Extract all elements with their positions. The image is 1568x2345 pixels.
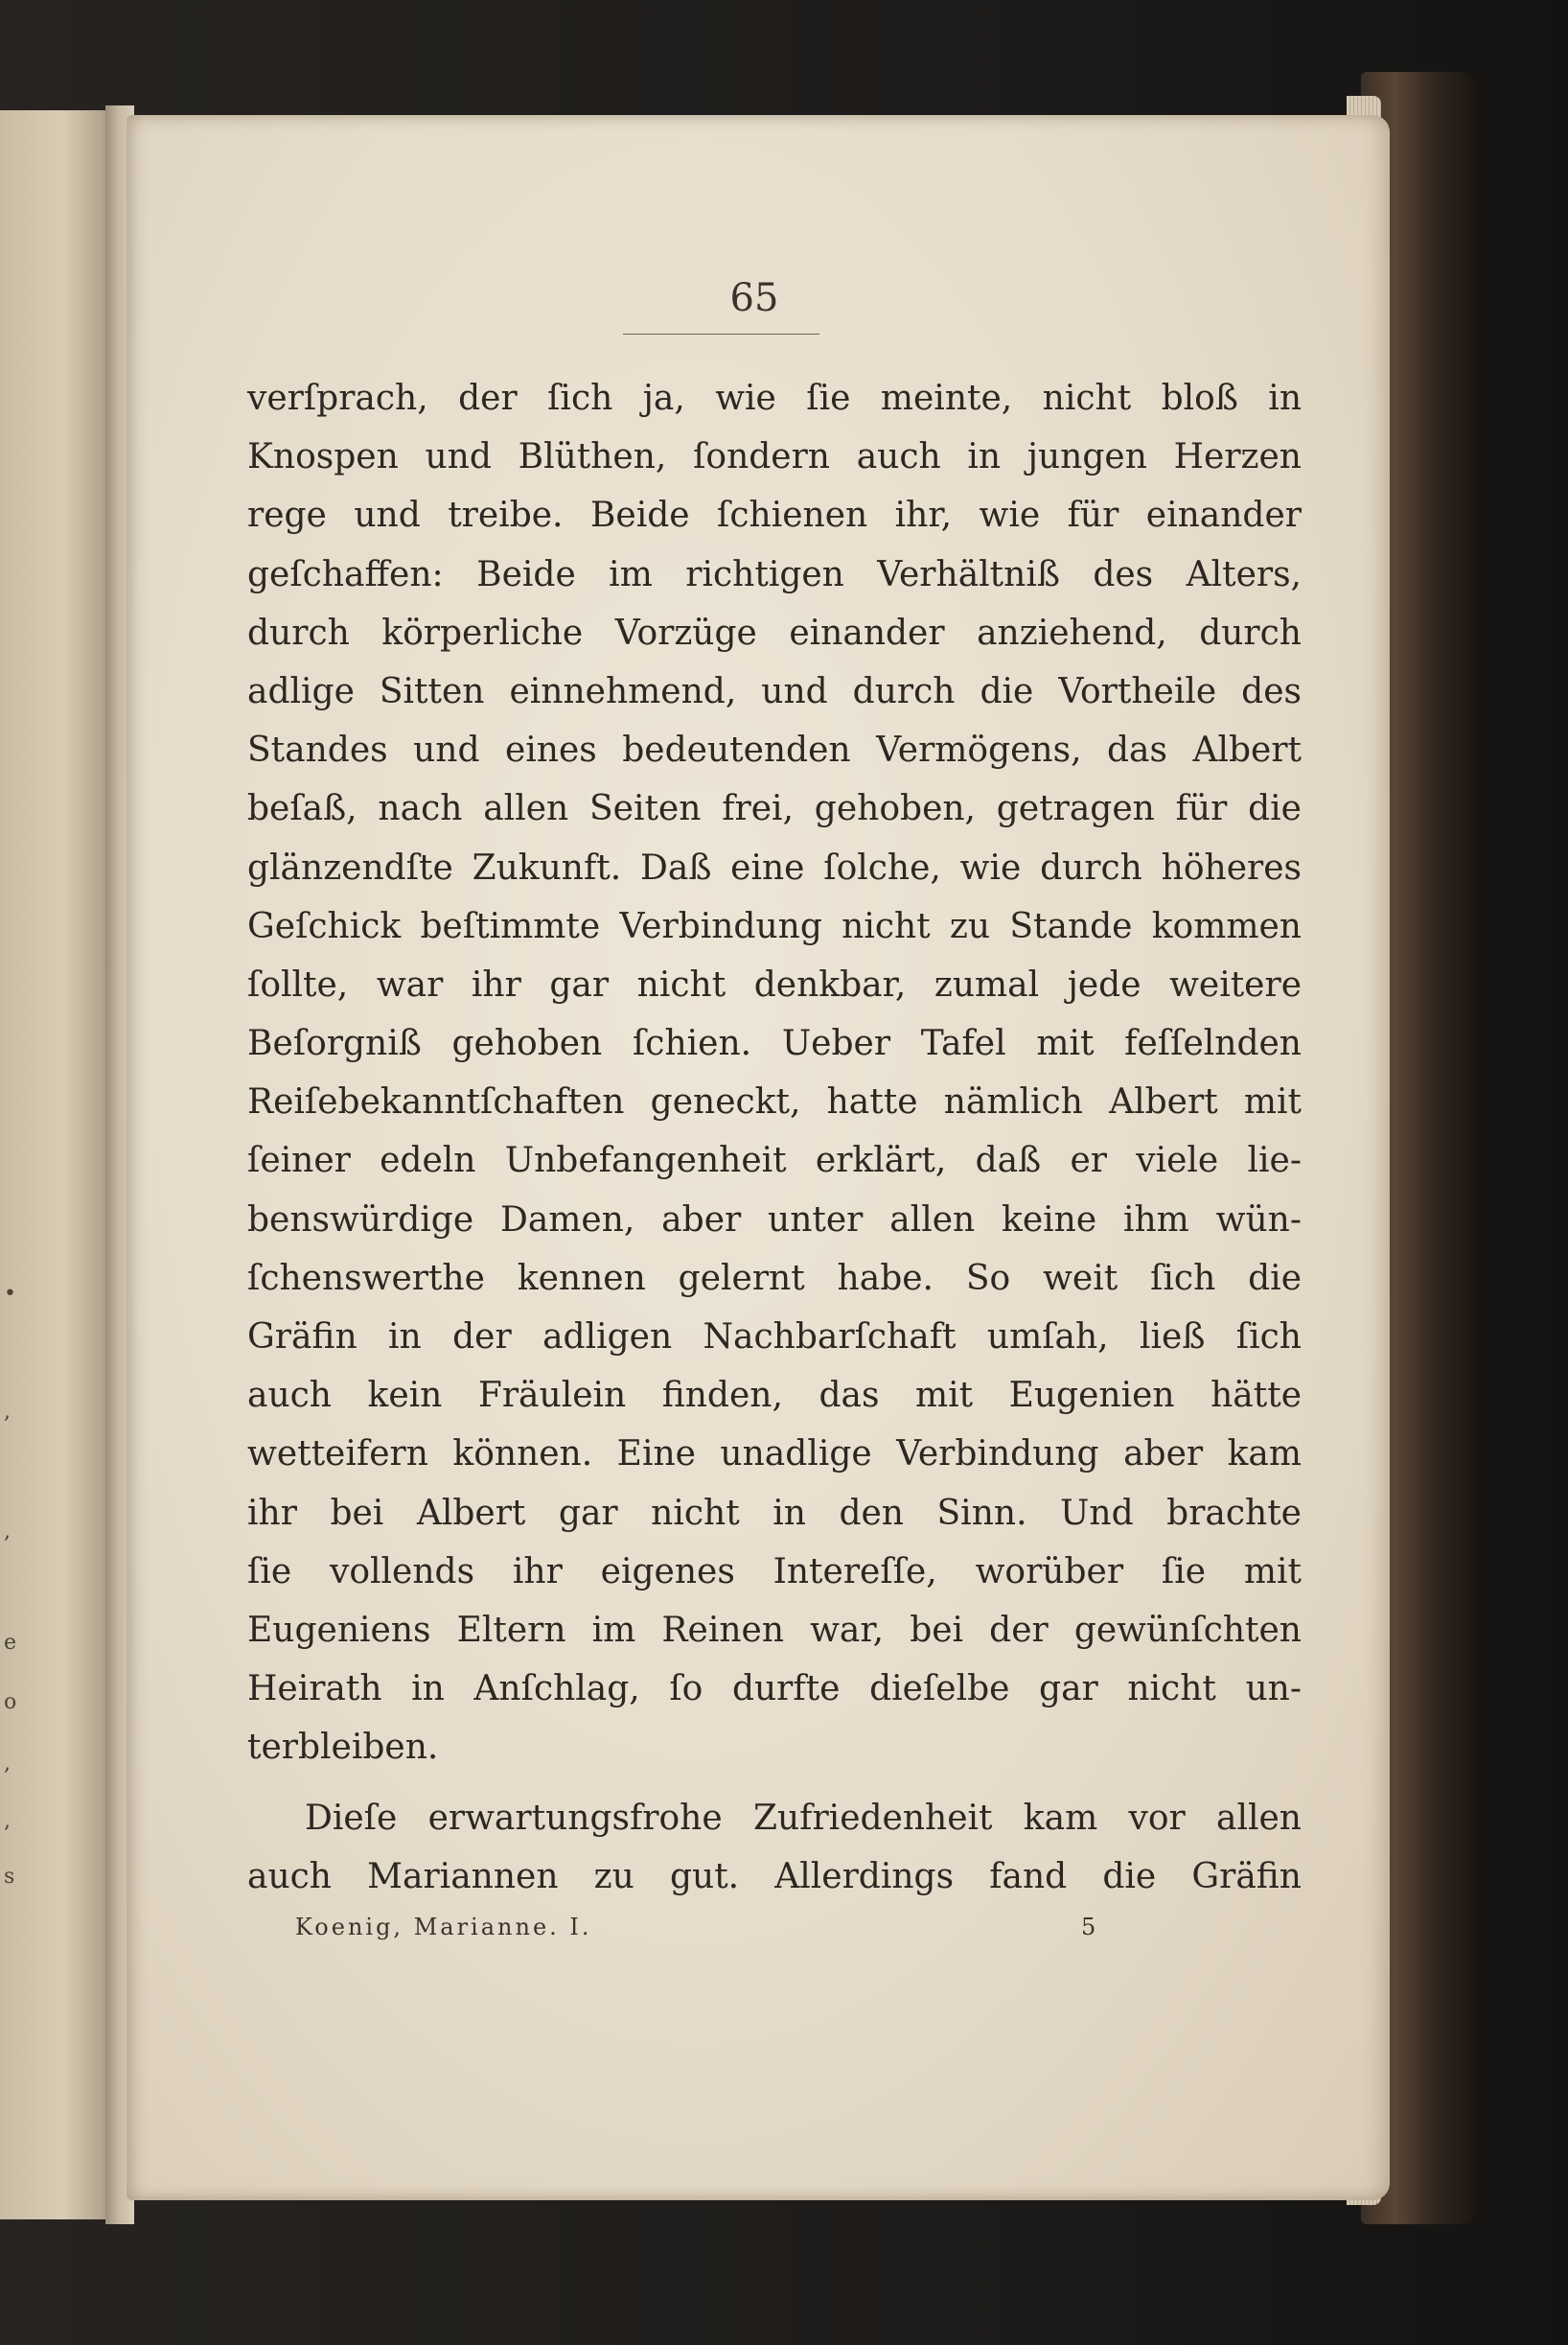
text-line: Knospen und Blüthen, ſondern auch in jungen Herzen [247, 437, 1302, 477]
text-line: ſollte, war ihr gar nicht denkbar, zumal jede weitere [247, 964, 1302, 1005]
text-line: Geſchick beſtimmte Verbindung nicht zu Stande kommen [247, 906, 1302, 946]
text-line: auch Mariannen zu gut. Allerdings fand die Gräfin [247, 1856, 1302, 1896]
text-line: benswürdige Damen, aber unter allen keine ihm wün- [247, 1199, 1302, 1240]
page-number: 65 [729, 276, 779, 320]
text-line: rege und treibe. Beide ſchienen ihr, wie für einander [247, 496, 1302, 536]
left-page-margin-marks [0, 110, 19, 2219]
text-line: ihr bei Albert gar nicht in den Sinn. Und brachte [247, 1493, 1302, 1533]
text-line: adlige Sitten einnehmend, und durch die Vortheile des [247, 671, 1302, 711]
left-mark: , [4, 1400, 11, 1424]
text-line: ſie vollends ihr eigenes Intereſſe, worüber ſie mit [247, 1551, 1302, 1591]
left-mark: , [4, 1520, 11, 1544]
text-line: Eugeniens Eltern im Reinen war, bei der gewünſchten [247, 1610, 1302, 1650]
text-line: Heirath in Anſchlag, ſo durfte dieſelbe gar nicht un- [247, 1669, 1302, 1709]
left-mark: • [4, 1282, 16, 1306]
text-line: ſeiner edeln Unbefangenheit erklärt, daß er viele lie- [247, 1141, 1302, 1181]
left-mark: e [4, 1631, 17, 1655]
left-mark: , [4, 1752, 11, 1776]
text-line: terbleiben. [247, 1728, 439, 1768]
text-line: verſprach, der ſich ja, wie ſie meinte, nicht bloß in [247, 379, 1302, 418]
left-facing-page [0, 110, 113, 2219]
sheet-number: 5 [1081, 1914, 1096, 1940]
left-mark: s [4, 1865, 15, 1889]
text-line: geſchaffen: Beide im richtigen Verhältniß des Alters, [247, 554, 1302, 594]
text-line: glänzendſte Zukunft. Daß eine ſolche, wie durch höheres [247, 847, 1302, 888]
text-line: Standes und eines bedeutenden Vermögens, das Albert [247, 731, 1302, 771]
text-line: wetteifern können. Eine unadlige Verbindung aber kam [247, 1434, 1302, 1474]
text-line: Gräfin in der adligen Nachbarſchaft umſah, ließ ſich [247, 1317, 1302, 1357]
text-line: Dieſe erwartungsfrohe Zufriedenheit kam vor allen [305, 1798, 1302, 1838]
header-rule [623, 334, 819, 335]
text-line: beſaß, nach allen Seiten frei, gehoben, getragen für die [247, 789, 1302, 829]
left-mark: o [4, 1690, 17, 1714]
text-line: Beſorgniß gehoben ſchien. Ueber Tafel mit feſſelnden [247, 1024, 1302, 1064]
text-line: Reiſebekanntſchaften geneckt, hatte nämlich Albert mit [247, 1082, 1302, 1123]
paragraph-gap [247, 1777, 1302, 1789]
text-line: auch kein Fräulein finden, das mit Eugenien hätte [247, 1376, 1302, 1416]
text-line: durch körperliche Vorzüge einander anziehend, durch [247, 613, 1302, 653]
book-page [127, 115, 1390, 2200]
signature-mark: Koenig, Marianne. I. [295, 1914, 592, 1940]
text-line: ſchenswerthe kennen gelernt habe. So weit ſich die [247, 1258, 1302, 1298]
body-text [247, 369, 1302, 1906]
left-mark: , [4, 1809, 11, 1833]
